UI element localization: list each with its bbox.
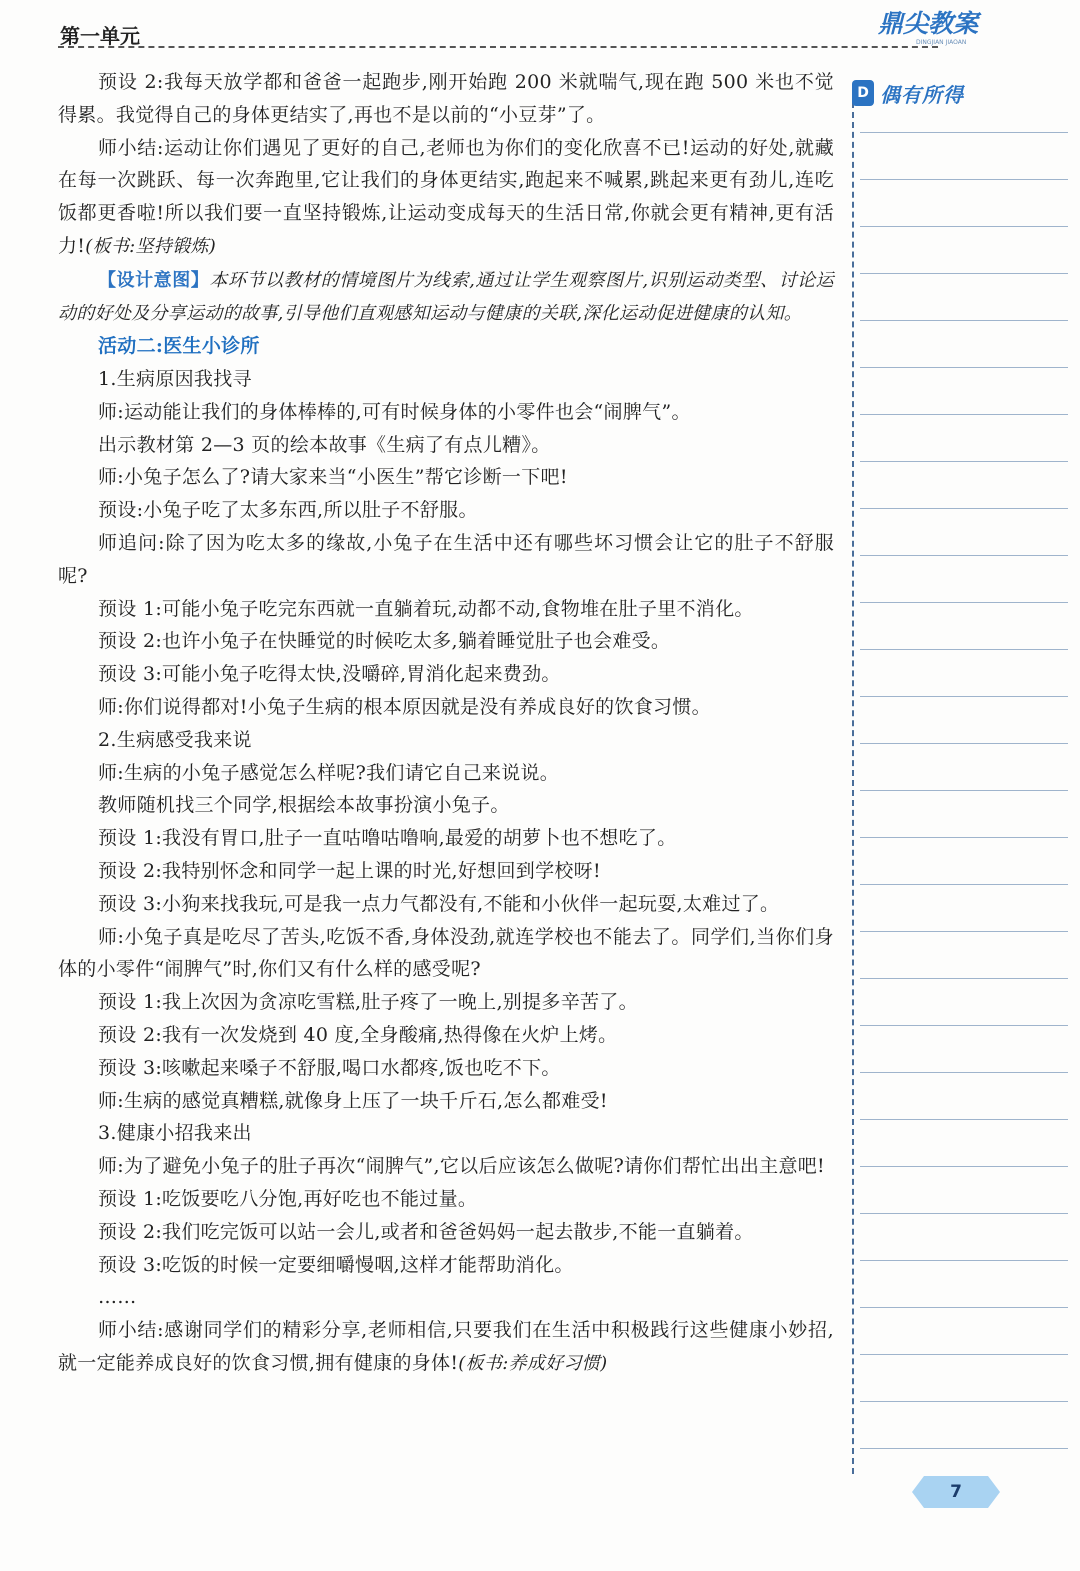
design-intent [58, 264, 834, 330]
paragraph: 师:运动能让我们的身体棒棒的,可有时候身体的小零件也会“闹脾气”。 [98, 400, 691, 423]
paragraph: 预设 1:吃饭要吃八分饱,再好吃也不能过量。 [98, 1187, 478, 1210]
paragraph: 师:小兔子真是吃尽了苦头,吃饭不香,身体没劲,就连学校也不能去了。同学们,当你们身体的小零件“闹脾气”时,你们又有什么样的感受呢? [58, 925, 834, 981]
note-line [860, 367, 1068, 368]
note-line [860, 179, 1068, 180]
section-heading: 3.健康小招我来出 [98, 1122, 252, 1145]
note-line [860, 884, 1068, 885]
board-note: (板书:坚持锻炼) [85, 235, 217, 257]
note-line [860, 1354, 1068, 1355]
note-lines [860, 132, 1068, 1495]
ellipsis: …… [98, 1286, 137, 1309]
note-line [860, 1119, 1068, 1120]
paragraph: 出示教材第 2—3 页的绘本故事《生病了有点儿糟》。 [98, 433, 551, 456]
note-line [860, 414, 1068, 415]
paragraph: 教师随机找三个同学,根据绘本故事扮演小兔子。 [98, 794, 510, 817]
page-number-tab [912, 1476, 1000, 1508]
section-heading: 2.生病感受我来说 [98, 728, 252, 751]
note-line [860, 1401, 1068, 1402]
paragraph: 预设 2:我每天放学都和爸爸一起跑步,刚开始跑 200 米就喘气,现在跑 500 米也不觉得累。我觉得自己的身体更结实了,再也不是以前的“小豆芽”了。 [58, 71, 834, 126]
note-line [860, 696, 1068, 697]
note-line [860, 649, 1068, 650]
board-note: (板书:养成好习惯) [458, 1352, 608, 1374]
section-heading: 1.生病原因我找寻 [98, 367, 252, 390]
note-line [860, 1307, 1068, 1308]
page-header [0, 0, 1080, 60]
note-icon: D [852, 80, 874, 106]
note-line [860, 931, 1068, 932]
note-line [860, 273, 1068, 274]
teacher-summary: 师小结:感谢同学们的精彩分享,老师相信,只要我们在生活中积极践行这些健康小妙招,就一定能养成良好的饮食习惯,拥有健康的身体! [58, 1319, 834, 1374]
page-number: 7 [950, 1482, 962, 1502]
note-line [860, 1025, 1068, 1026]
note-line [860, 1072, 1068, 1073]
note-line [860, 226, 1068, 227]
header-divider [58, 46, 938, 48]
paragraph: 预设 3:小狗来找我玩,可是我一点力气都没有,不能和小伙伴一起玩耍,太难过了。 [98, 892, 780, 915]
paragraph: 预设:小兔子吃了太多东西,所以肚子不舒服。 [98, 499, 478, 522]
note-line [860, 790, 1068, 791]
unit-title: 第一单元 [60, 24, 140, 48]
note-line [860, 837, 1068, 838]
paragraph: 师:你们说得都对!小兔子生病的根本原因就是没有养成良好的饮食习惯。 [98, 695, 711, 718]
paragraph [58, 1314, 834, 1381]
paragraph: 预设 2:我们吃完饭可以站一会儿,或者和爸爸妈妈一起去散步,不能一直躺着。 [98, 1220, 754, 1243]
note-line [860, 1166, 1068, 1167]
paragraph: 预设 1:可能小兔子吃完东西就一直躺着玩,动都不动,食物堆在肚子里不消化。 [98, 597, 754, 620]
paragraph: 预设 2:也许小兔子在快睡觉的时候吃太多,躺着睡觉肚子也会难受。 [98, 630, 671, 653]
paragraph: 预设 3:可能小兔子吃得太快,没嚼碎,胃消化起来费劲。 [98, 663, 561, 686]
note-line [860, 602, 1068, 603]
note-line [860, 461, 1068, 462]
brand-logo-text: 鼎尖教案 [878, 9, 979, 38]
brand-logo [876, 6, 1002, 46]
paragraph: 师追问:除了因为吃太多的缘故,小兔子在生活中还有哪些坏习惯会让它的肚子不舒服呢? [58, 531, 834, 587]
paragraph: 预设 1:我上次因为贪凉吃雪糕,肚子疼了一晚上,别提多辛苦了。 [98, 991, 638, 1014]
note-line [860, 1260, 1068, 1261]
paragraph: 预设 1:我没有胃口,肚子一直咕噜咕噜响,最爱的胡萝卜也不想吃了。 [98, 827, 677, 850]
paragraph: 预设 3:吃饭的时候一定要细嚼慢咽,这样才能帮助消化。 [98, 1253, 574, 1276]
paragraph: 师:为了避免小兔子的肚子再次“闹脾气”,它以后应该怎么做呢?请你们帮忙出出主意吧! [98, 1155, 825, 1178]
main-content [58, 66, 834, 1381]
notes-sidebar [852, 72, 1068, 1452]
sidebar-divider [852, 102, 854, 1474]
note-line [860, 132, 1068, 133]
sidebar-title [852, 78, 964, 108]
note-line [860, 555, 1068, 556]
paragraph: 师:小兔子怎么了?请大家来当“小医生”帮它诊断一下吧! [98, 466, 568, 489]
paragraph: 师:生病的感觉真糟糕,就像身上压了一块千斤石,怎么都难受! [98, 1089, 608, 1112]
note-line [860, 1213, 1068, 1214]
design-intent-text: 本环节以教材的情境图片为线索,通过让学生观察图片,识别运动类型、讨论运动的好处及分享运动的故事,引导他们直观感知运动与健康的关联,深化运动促进健康的认知。 [58, 269, 834, 324]
teacher-summary: 师小结:运动让你们遇见了更好的自己,老师也为你们的变化欣喜不已!运动的好处,就藏在每一次跳跃、每一次奔跑里,它让我们的身体更结实,跑起来不喊累,跳起来更有劲儿,连吃饭都更香啦!所以我们要一直坚持锻炼,让运动变成每天的生活日常,你就会更有精神,更有活力! [58, 136, 834, 257]
paragraph: 预设 3:咳嗽起来嗓子不舒服,喝口水都疼,饭也吃不下。 [98, 1056, 561, 1079]
paragraph: 师:生病的小兔子感觉怎么样呢?我们请它自己来说说。 [98, 761, 560, 784]
note-line [860, 743, 1068, 744]
sidebar-title-label: 偶有所得 [880, 82, 964, 107]
paragraph: 预设 2:我特别怀念和同学一起上课的时光,好想回到学校呀! [98, 859, 601, 882]
brand-subtext: DINGJIAN JIAOAN [916, 39, 967, 46]
activity-heading: 活动二:医生小诊所 [98, 335, 260, 358]
note-line [860, 320, 1068, 321]
note-line [860, 978, 1068, 979]
paragraph: 预设 2:我有一次发烧到 40 度,全身酸痛,热得像在火炉上烤。 [98, 1023, 618, 1046]
paragraph [58, 132, 834, 264]
design-intent-tag: 【设计意图】 [98, 269, 210, 291]
note-line [860, 1448, 1068, 1449]
note-line [860, 508, 1068, 509]
